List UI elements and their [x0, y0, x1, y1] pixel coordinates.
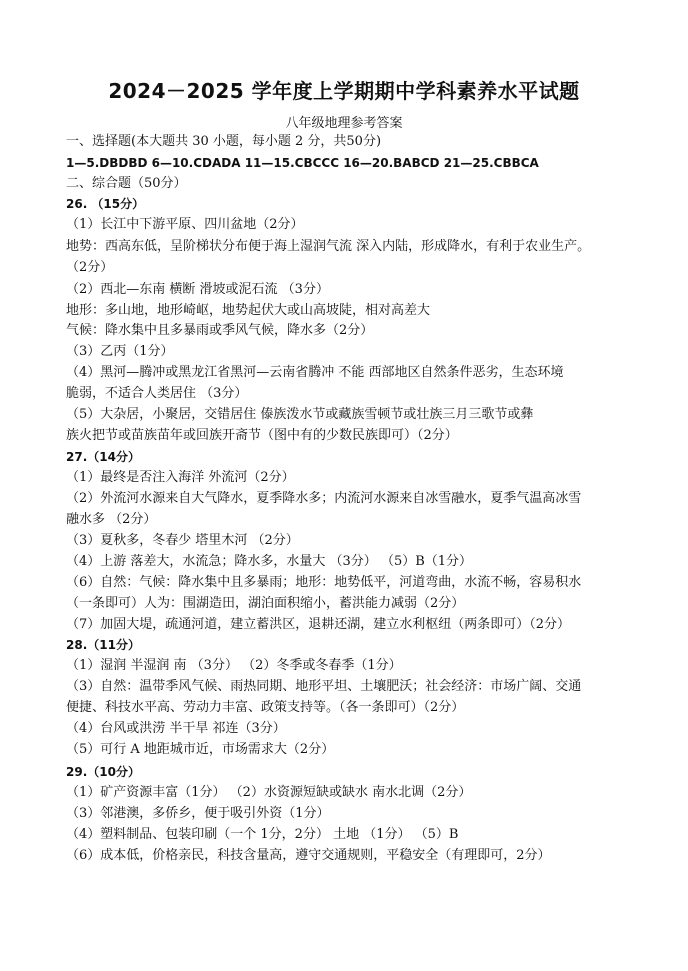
answer-line: 地形：多山地，地形崎岖，地势起伏大或山高坡陡，相对高差大 — [66, 303, 431, 318]
page-subtitle: 八年级地理参考答案 — [285, 116, 403, 131]
answer-line: （3）夏秋多，冬春少 塔里木河 （2分） — [66, 533, 299, 548]
answer-line: （2）西北—东南 横断 滑坡或泥石流 （3分） — [66, 282, 329, 297]
answer-line: （4）台风或洪涝 半干旱 祁连（3分） — [66, 721, 286, 736]
answer-line: （一条即可）人为：围湖造田，湖泊面积缩小，蓄洪能力减弱（2分） — [66, 596, 465, 611]
answer-line: 融水多 （2分） — [66, 512, 157, 527]
answer-line: （4）塑料制品、包装印刷（一个 1分，2分） 土地 （1分） （5）B — [66, 827, 459, 842]
answer-line: （1）矿产资源丰富（1分） （2）水资源短缺或缺水 南水北调（2分） — [66, 785, 472, 800]
answer-line: （4）黑河—腾冲或黑龙江省黑河—云南省腾冲 不能 西部地区自然条件恶劣，生态环境 — [66, 365, 564, 380]
page-title: 2024－2025 学年度上学期期中学科素养水平试题 — [108, 79, 580, 103]
choice-answers: 1—5.DBDBD 6—10.CDADA 11—15.CBCCC 16—20.BABCD 21—25.CBBCA — [66, 156, 539, 170]
answer-line: （1）最终是否注入海洋 外流河（2分） — [66, 470, 295, 485]
question-27-heading: 27.（14分） — [66, 450, 140, 464]
answer-line: 便捷、科技水平高、劳动力丰富、政策支持等。（各一条即可）（2分） — [66, 700, 465, 715]
answer-line: （7）加固大堤，疏通河道，建立蓄洪区，退耕还湖，建立水利枢纽（两条即可）（2分） — [66, 617, 571, 632]
section-heading-choice: 一、选择题(本大题共 30 小题，每小题 2 分，共50分) — [66, 134, 382, 149]
question-26-heading: 26. （15分） — [66, 197, 145, 211]
answer-line: （5）大杂居，小聚居，交错居住 傣族泼水节或藏族雪顿节或壮族三月三歌节或彝 — [66, 407, 534, 422]
question-29-heading: 29.（10分） — [66, 765, 140, 779]
answer-line: （2分） — [66, 260, 114, 275]
answer-line: 气候：降水集中且多暴雨或季风气候，降水多（2分） — [66, 323, 374, 338]
answer-line: （4）上游 落差大，水流急；降水多，水量大 （3分） （5）B（1分） — [66, 554, 473, 569]
answer-line: （3）邻港澳，多侨乡，便于吸引外资（1分） — [66, 806, 330, 821]
answer-line: （6）成本低，价格亲民，科技含量高，遵守交通规则，平稳安全（有理即可，2分） — [66, 848, 551, 863]
answer-line: （3）乙丙（1分） — [66, 344, 174, 359]
answer-line: （1）长江中下游平原、四川盆地（2分） — [66, 217, 304, 232]
answer-line: （6）自然：气候：降水集中且多暴雨；地形：地势低平，河道弯曲，水流不畅，容易积水 — [66, 575, 582, 590]
answer-line: 地势：西高东低，呈阶梯状分布便于海上湿润气流 深入内陆，形成降水，有利于农业生产。 — [66, 239, 591, 254]
section-heading-comprehensive: 二、综合题（50分） — [66, 176, 187, 191]
question-28-heading: 28.（11分） — [66, 638, 140, 652]
answer-line: （2）外流河水源来自大气降水，夏季降水多；内流河水源来自冰雪融水，夏季气温高冰雪 — [66, 491, 582, 506]
answer-line: 脆弱，不适合人类居住 （3分） — [66, 386, 248, 401]
answer-line: （3）自然：温带季风气候、雨热同期、地形平坦、土壤肥沃；社会经济：市场广阔、交通 — [66, 679, 582, 694]
answer-line: （5）可行 A 地距城市近，市场需求大（2分） — [66, 742, 335, 757]
answer-line: 族火把节或苗族苗年或回族开斋节（图中有的少数民族即可）（2分） — [66, 428, 458, 443]
answer-line: （1）湿润 半湿润 南 （3分） （2）冬季或冬春季（1分） — [66, 658, 402, 673]
